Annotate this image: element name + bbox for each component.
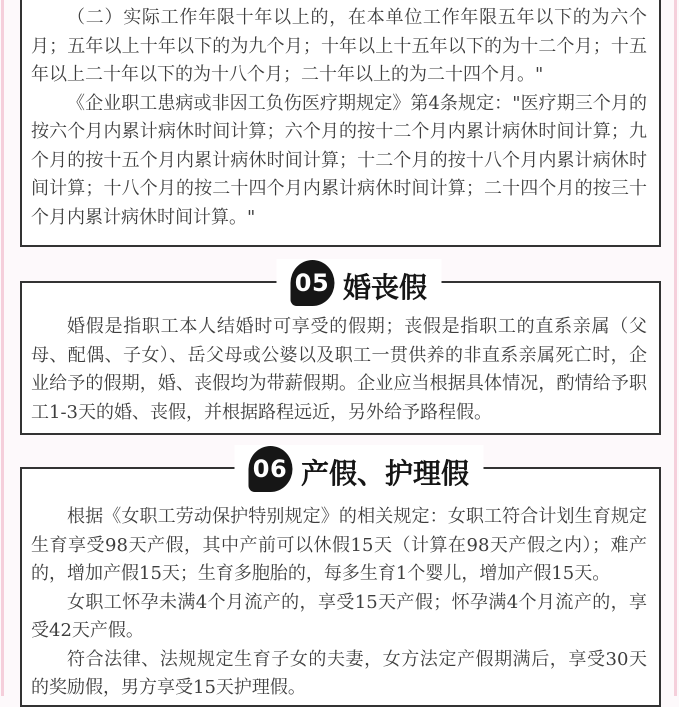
section-card-maternity-paternity-leave: [20, 454, 661, 707]
section-number-badge-06: 06: [248, 446, 292, 492]
paragraph-maternity-3: 符合法律、法规规定生育子女的夫妻，女方法定产假期满后，享受30天的奖励假，男方享受15天护理假。: [31, 648, 647, 698]
section-title-marriage-funeral: 婚丧假: [342, 271, 428, 304]
section-card-marriage-funeral-leave: [20, 268, 661, 435]
section-number-badge-05: 05: [290, 260, 334, 306]
section-header-marriage-funeral: [276, 259, 441, 306]
left-page-edge-line: [1, 0, 4, 696]
paragraph-medical-period-2: 《企业职工患病或非因工负伤医疗期规定》第4条规定："医疗期三个月的按六个月内累计病休时间计算；六个月的按十二个月内累计病休时间计算；九个月的按十五个月内累计病休时间计算；十二个月的按十八个月内累计病休时间计算；十八个月的按二十四个月内累计病休时间计算；二十四个月的按三十个月内累计病休时间计算。": [31, 92, 647, 228]
section-title-maternity-paternity: 产假、护理假: [300, 457, 470, 490]
paragraph-maternity-1: 根据《女职工劳动保护特别规定》的相关规定：女职工符合计划生育规定生育享受98天产假，其中产前可以休假15天（计算在98天产假之内）；难产的，增加产假15天；生育多胞胎的，每多生育1个婴儿，增加产假15天。: [31, 506, 647, 584]
section-card-medical-period: [20, 0, 661, 247]
right-page-edge-line: [674, 0, 677, 696]
paragraph-marriage-funeral-1: 婚假是指职工本人结婚时可享受的假期；丧假是指职工的直系亲属（父母、配偶、子女）、岳父母或公婆以及职工一贯供养的非直系亲属死亡时，企业给予的假期，婚、丧假均为带薪假期。企业应当根据具体情况，酌情给予职工1-3天的婚、丧假，并根据路程远近，另外给予路程假。: [31, 316, 647, 423]
paragraph-medical-period-1: （二）实际工作年限十年以上的，在本单位工作年限五年以下的为六个月；五年以上十年以下的为九个月；十年以上十五年以下的为十二个月；十五年以上二十年以下的为十八个月；二十年以上的为二十四个月。": [31, 7, 647, 85]
paragraph-maternity-2: 女职工怀孕未满4个月流产的，享受15天产假；怀孕满4个月流产的，享受42天产假。: [31, 591, 647, 641]
section-header-maternity-paternity: [234, 445, 483, 492]
